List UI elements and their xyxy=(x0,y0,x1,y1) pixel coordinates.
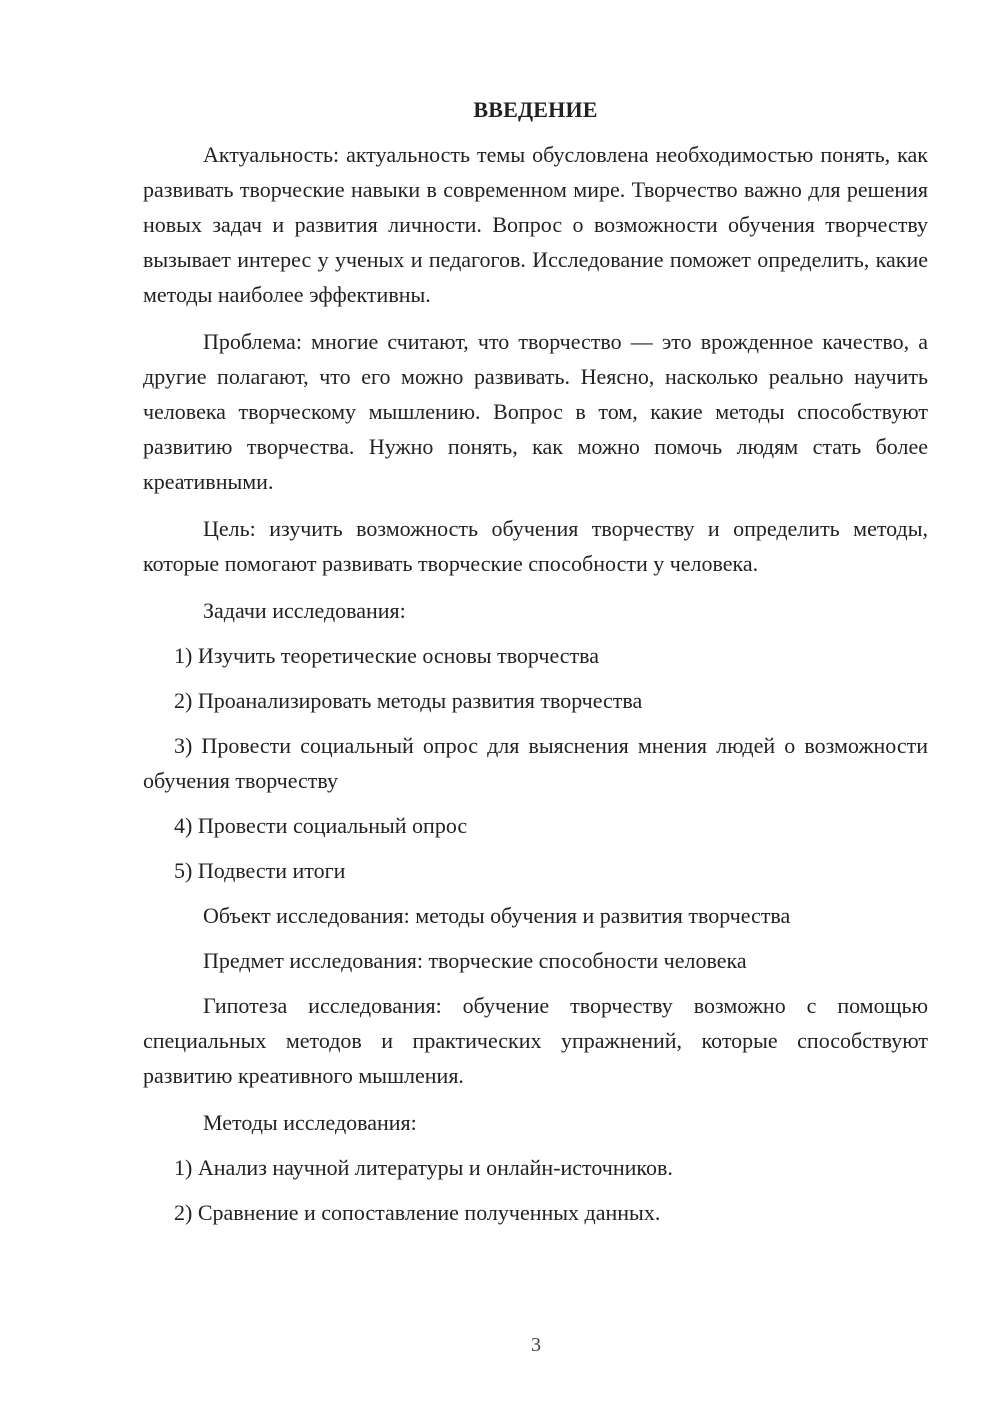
methods-heading: Методы исследования: xyxy=(203,1110,417,1135)
task-item-4: 4) Провести социальный опрос xyxy=(174,813,468,838)
task-item-5: 5) Подвести итоги xyxy=(174,858,346,883)
relevance-paragraph: Актуальность: актуальность темы обусловлена необходимостью понять, как развивать творческие навыки в современном мире. Творчество важно для решения новых задач и развития личности. Вопрос о возможности обучения творчеству вызывает интерес у ученых и педагогов. Исследование поможет определить, какие методы наиболее эффективны. xyxy=(143,142,928,307)
method-item-2: 2) Сравнение и сопоставление полученных данных. xyxy=(174,1200,661,1225)
page-number: 3 xyxy=(531,1334,541,1356)
problem-paragraph: Проблема: многие считают, что творчество — это врожденное качество, а другие полагают, что его можно развивать. Неясно, насколько реально научить человека творческому мышлению. Вопрос в том, какие методы способствуют развитию творчества. Нужно понять, как можно помочь людям стать более креативными. xyxy=(143,329,928,494)
tasks-heading: Задачи исследования: xyxy=(203,598,406,623)
method-item-1: 1) Анализ научной литературы и онлайн-источников. xyxy=(174,1155,673,1180)
research-hypothesis: Гипотеза исследования: обучение творчеству возможно с помощью специальных методов и практических упражнений, которые способствуют развитию креативного мышления. xyxy=(143,993,928,1088)
research-object: Объект исследования: методы обучения и развития творчества xyxy=(203,903,791,928)
research-subject: Предмет исследования: творческие способности человека xyxy=(203,948,747,973)
page-title: ВВЕДЕНИЕ xyxy=(473,97,598,122)
task-item-3: 3) Провести социальный опрос для выяснения мнения людей о возможности обучения творчеству xyxy=(143,733,928,793)
task-item-1: 1) Изучить теоретические основы творчества xyxy=(174,643,600,668)
goal-paragraph: Цель: изучить возможность обучения творчеству и определить методы, которые помогают развивать творческие способности у человека. xyxy=(143,516,928,576)
page-content xyxy=(143,92,928,1240)
task-item-2: 2) Проанализировать методы развития творчества xyxy=(174,688,643,713)
